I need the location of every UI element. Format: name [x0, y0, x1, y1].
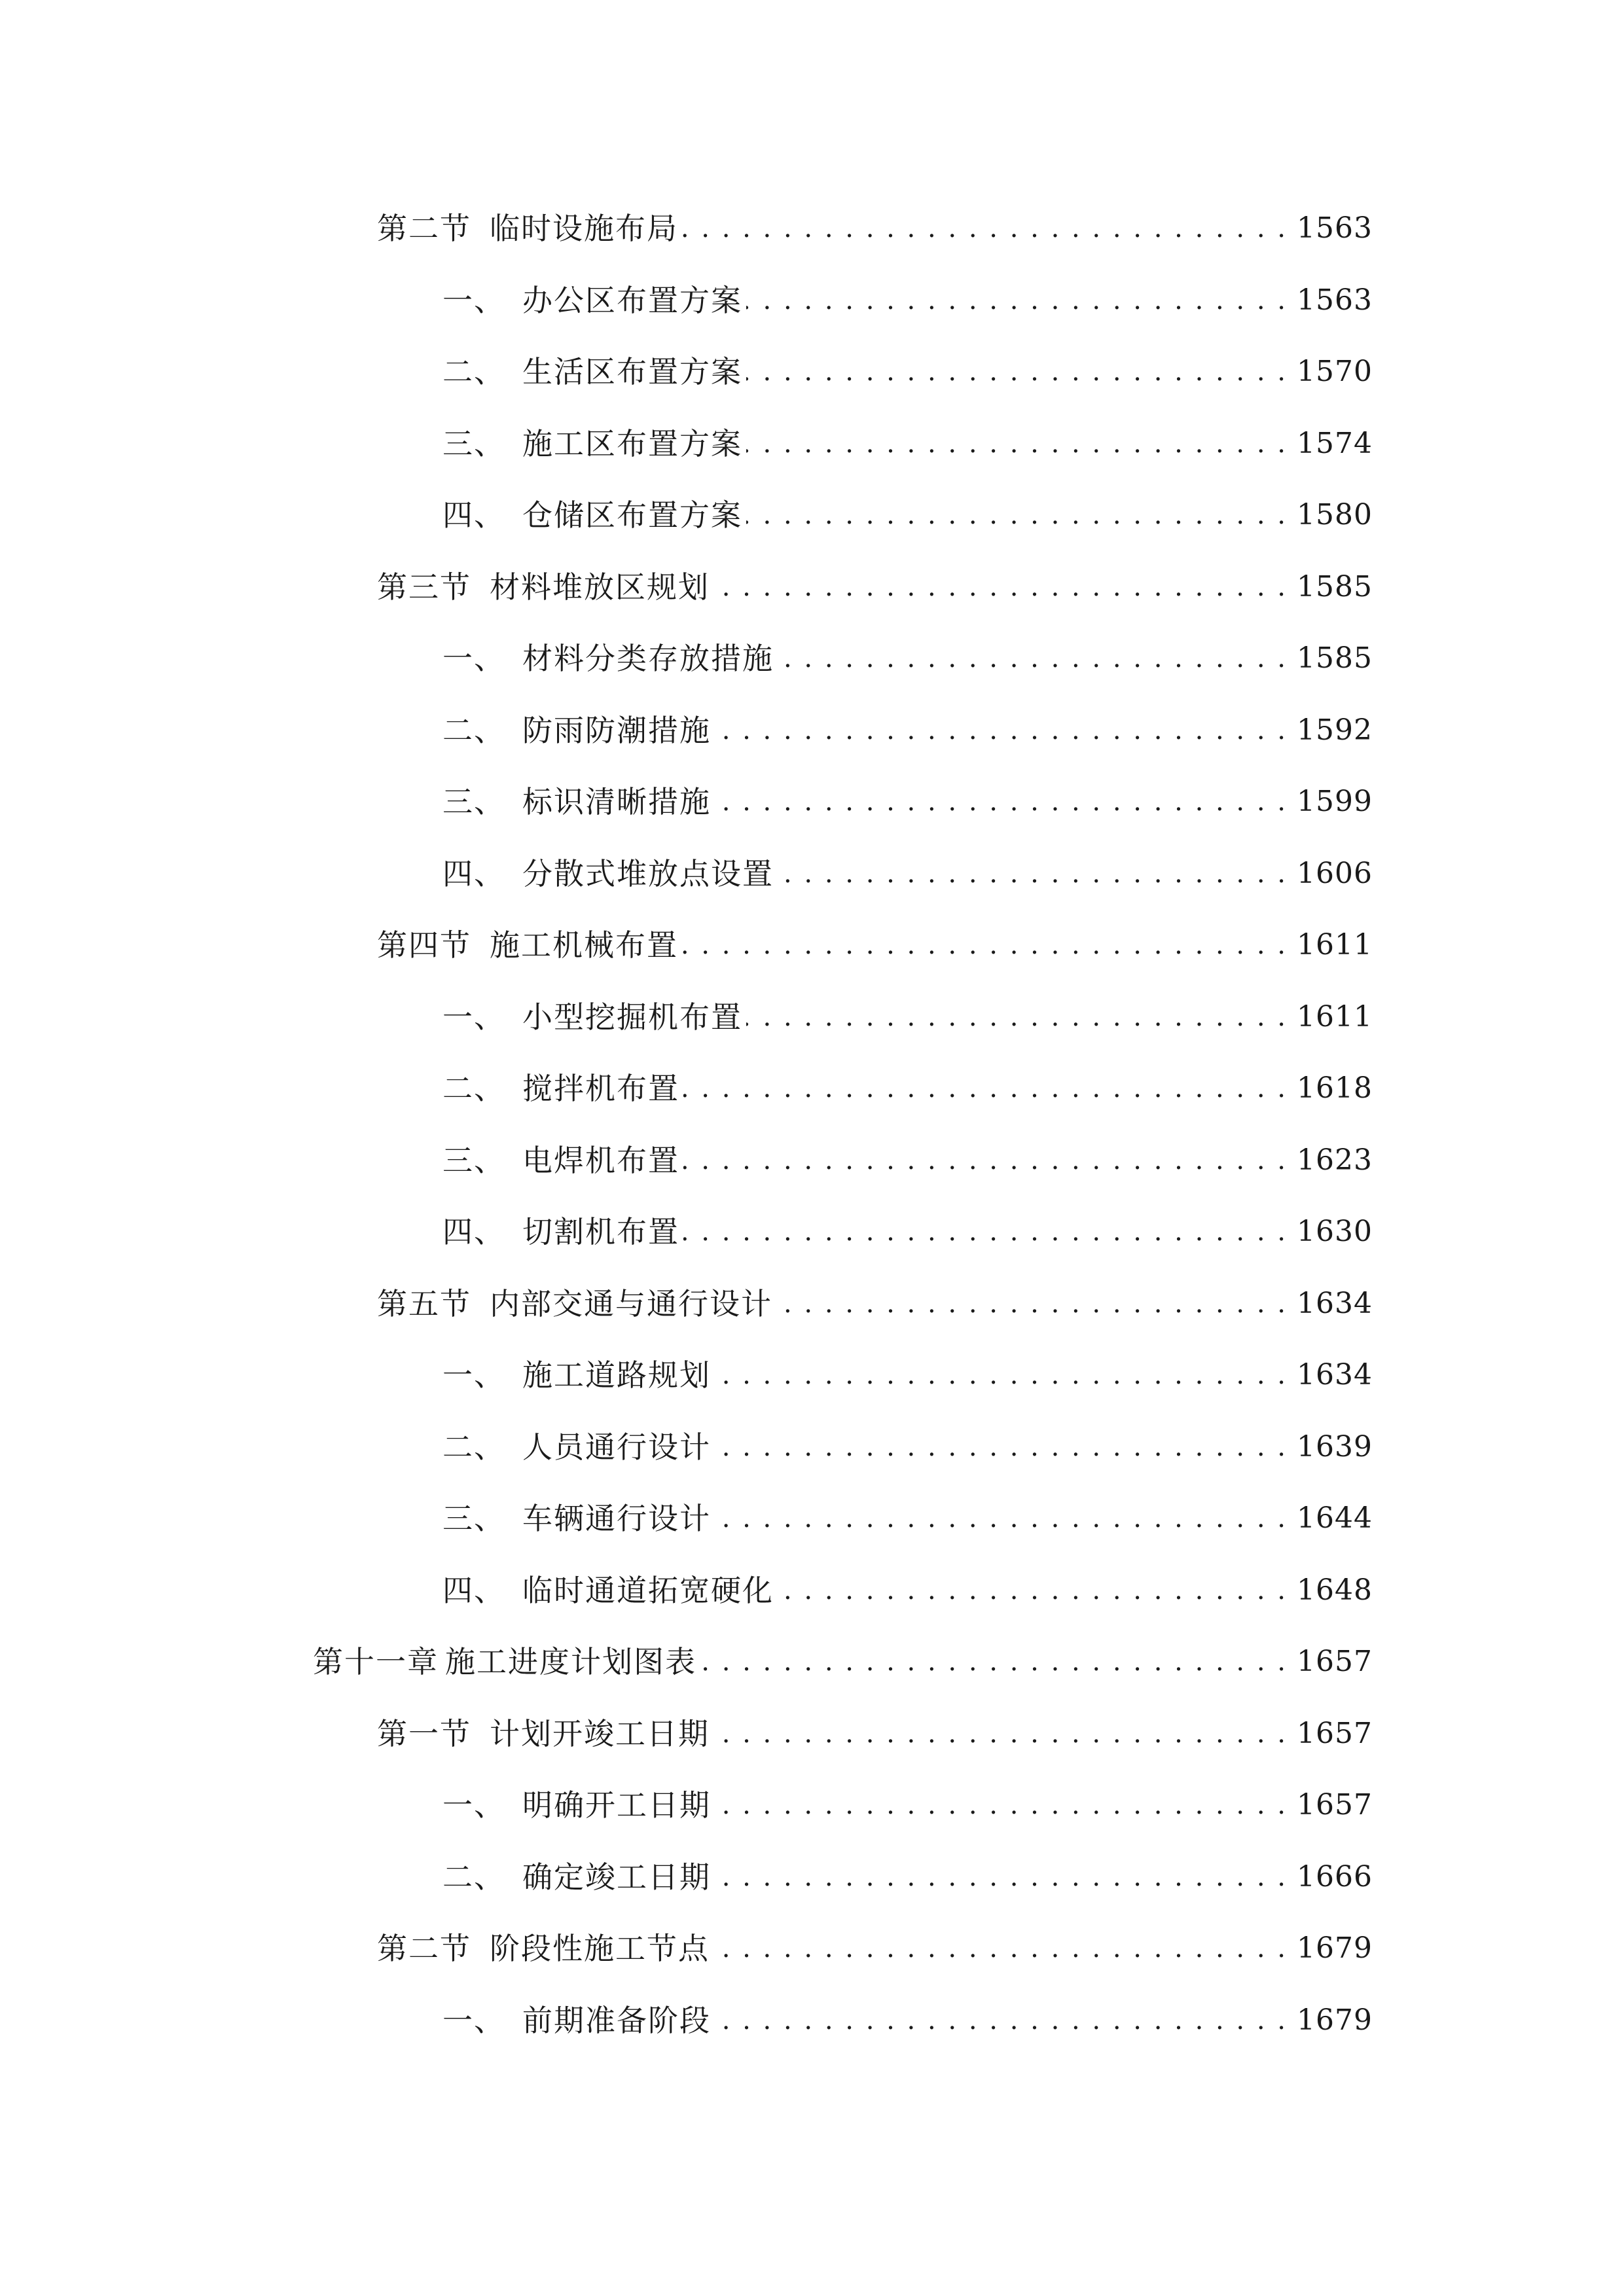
toc-entry[interactable] [442, 1062, 1373, 1115]
toc-entry-title: 分散式堆放点设置 [522, 856, 774, 891]
toc-entry-title: 材料分类存放措施 [522, 641, 774, 676]
toc-entry-number: 四、 [442, 856, 505, 891]
toc-entry-page: 1644 [1297, 1501, 1373, 1535]
toc-entry-title: 仓储区布置方案 [522, 497, 742, 533]
dot-leader [683, 1206, 1288, 1258]
toc-entry[interactable] [442, 1564, 1373, 1617]
toc-entry-number: 一、 [442, 641, 505, 676]
toc-entry[interactable] [442, 1492, 1373, 1545]
toc-entry[interactable] [442, 1851, 1373, 1903]
dot-leader [746, 346, 1288, 398]
toc-entry-number: 二、 [442, 1859, 505, 1895]
toc-entry[interactable] [377, 1922, 1373, 1975]
toc-entry-number: 第一节 [377, 1716, 471, 1751]
toc-entry-page: 1618 [1297, 1071, 1373, 1105]
toc-entry-title: 电焊机布置 [522, 1143, 679, 1178]
toc-entry-title: 阶段性施工节点 [490, 1931, 710, 1966]
toc-entry-title: 标识清晰措施 [522, 784, 711, 819]
dot-leader [713, 1708, 1288, 1760]
toc-entry[interactable] [442, 418, 1373, 470]
toc-entry-title: 材料堆放区规划 [490, 569, 710, 605]
toc-entry[interactable] [442, 776, 1373, 828]
toc-entry-page: 1585 [1297, 570, 1373, 603]
toc-entry-number: 第二节 [377, 1931, 471, 1966]
toc-entry[interactable] [377, 1278, 1373, 1330]
dot-leader [683, 1062, 1288, 1115]
toc-entry[interactable] [442, 632, 1373, 685]
dot-leader [778, 1564, 1288, 1617]
toc-entry-page: 1666 [1297, 1860, 1373, 1893]
dot-leader [746, 489, 1288, 541]
toc-entry-number: 四、 [442, 1214, 505, 1249]
toc-entry-number: 三、 [442, 784, 505, 819]
toc-entry-page: 1679 [1297, 2003, 1373, 2037]
toc-entry-page: 1580 [1297, 498, 1373, 531]
toc-entry-number: 一、 [442, 2003, 505, 2038]
toc-entry-number: 第十一章 [313, 1644, 439, 1679]
toc-entry-title: 施工区布置方案 [522, 426, 742, 461]
dot-leader [700, 1636, 1288, 1688]
dot-leader [776, 1278, 1288, 1330]
toc-entry-page: 1648 [1297, 1573, 1373, 1607]
toc-entry-page: 1634 [1297, 1358, 1373, 1391]
dot-leader [683, 1134, 1288, 1187]
toc-entry-title: 小型挖掘机布置 [522, 999, 742, 1035]
dot-leader [682, 202, 1288, 255]
toc-entry-title: 切割机布置 [522, 1214, 679, 1249]
dot-leader [682, 919, 1288, 971]
toc-entry-number: 一、 [442, 283, 505, 318]
dot-leader [746, 418, 1288, 470]
toc-entry-page: 1606 [1297, 857, 1373, 890]
dot-leader [715, 1994, 1288, 2047]
dot-leader [713, 1922, 1288, 1975]
toc-entry-page: 1630 [1297, 1215, 1373, 1248]
dot-leader [778, 848, 1288, 900]
toc-entry-number: 四、 [442, 1573, 505, 1608]
toc-entry-page: 1657 [1297, 1788, 1373, 1821]
toc-entry-number: 第四节 [377, 927, 471, 963]
toc-entry-number: 二、 [442, 1071, 505, 1106]
toc-entry[interactable] [377, 1708, 1373, 1760]
toc-entry[interactable] [442, 346, 1373, 398]
toc-entry[interactable] [442, 1349, 1373, 1401]
toc-entry-number: 三、 [442, 426, 505, 461]
toc-entry[interactable] [442, 1994, 1373, 2047]
toc-entry-title: 明确开工日期 [522, 1787, 711, 1823]
toc-entry-page: 1563 [1297, 211, 1373, 245]
toc-entry-page: 1611 [1297, 1000, 1373, 1033]
toc-entry-title: 车辆通行设计 [522, 1501, 711, 1536]
toc-entry-title: 施工进度计划图表 [445, 1644, 696, 1679]
toc-entry[interactable] [442, 991, 1373, 1043]
toc-entry-title: 计划开竣工日期 [490, 1716, 710, 1751]
toc-entry-title: 临时设施布局 [490, 211, 678, 246]
toc-entry-page: 1634 [1297, 1287, 1373, 1320]
toc-entry-number: 三、 [442, 1501, 505, 1536]
toc-entry-title: 防雨防潮措施 [522, 713, 711, 748]
toc-entry-title: 施工道路规划 [522, 1357, 711, 1393]
toc-entry-number: 一、 [442, 999, 505, 1035]
toc-entry-title: 前期准备阶段 [522, 2003, 711, 2038]
toc-entry-title: 确定竣工日期 [522, 1859, 711, 1895]
toc-entry-number: 三、 [442, 1143, 505, 1178]
toc-entry-page: 1679 [1297, 1931, 1373, 1965]
toc-entry-page: 1639 [1297, 1430, 1373, 1463]
toc-entry-number: 二、 [442, 1429, 505, 1465]
toc-entry-title: 办公区布置方案 [522, 283, 742, 318]
toc-entry-page: 1657 [1297, 1645, 1373, 1678]
toc-entry[interactable] [377, 919, 1373, 971]
toc-entry-number: 第五节 [377, 1286, 471, 1321]
toc-entry-number: 二、 [442, 713, 505, 748]
dot-leader [715, 1492, 1288, 1545]
toc-entry-title: 临时通道拓宽硬化 [522, 1573, 774, 1608]
dot-leader [715, 704, 1288, 757]
toc-entry[interactable] [442, 1206, 1373, 1258]
toc-entry[interactable] [442, 1779, 1373, 1831]
toc-entry[interactable] [377, 561, 1373, 613]
toc-entry-page: 1570 [1297, 355, 1373, 388]
toc-entry-number: 第二节 [377, 211, 471, 246]
dot-leader [746, 991, 1288, 1043]
dot-leader [778, 632, 1288, 685]
toc-entry-page: 1657 [1297, 1717, 1373, 1750]
toc-entry-number: 一、 [442, 1357, 505, 1393]
toc-entry[interactable] [442, 489, 1373, 541]
toc-entry-title: 人员通行设计 [522, 1429, 711, 1465]
dot-leader [715, 1851, 1288, 1903]
toc-entry-page: 1563 [1297, 283, 1373, 317]
toc-entry[interactable] [377, 202, 1373, 255]
toc-entry-number: 四、 [442, 497, 505, 533]
dot-leader [715, 1779, 1288, 1831]
toc-entry[interactable] [313, 1636, 1373, 1688]
toc-entry-number: 第三节 [377, 569, 471, 605]
dot-leader [715, 1421, 1288, 1473]
toc-entry[interactable] [442, 848, 1373, 900]
toc-entry-page: 1585 [1297, 641, 1373, 675]
toc-entry-page: 1592 [1297, 713, 1373, 747]
dot-leader [746, 274, 1288, 327]
dot-leader [715, 776, 1288, 828]
toc-entry[interactable] [442, 704, 1373, 757]
dot-leader [715, 1349, 1288, 1401]
toc-entry-title: 施工机械布置 [490, 927, 678, 963]
toc-entry-page: 1611 [1297, 928, 1373, 961]
toc-entry-page: 1599 [1297, 785, 1373, 818]
toc-entry-page: 1574 [1297, 427, 1373, 460]
toc-entry-title: 内部交通与通行设计 [490, 1286, 772, 1321]
toc-entry-title: 搅拌机布置 [522, 1071, 679, 1106]
toc-entry[interactable] [442, 274, 1373, 327]
toc-entry[interactable] [442, 1421, 1373, 1473]
toc-entry-number: 一、 [442, 1787, 505, 1823]
toc-entry-number: 二、 [442, 354, 505, 389]
toc-entry-page: 1623 [1297, 1143, 1373, 1177]
toc-entry-title: 生活区布置方案 [522, 354, 742, 389]
toc-entry[interactable] [442, 1134, 1373, 1187]
dot-leader [713, 561, 1288, 613]
